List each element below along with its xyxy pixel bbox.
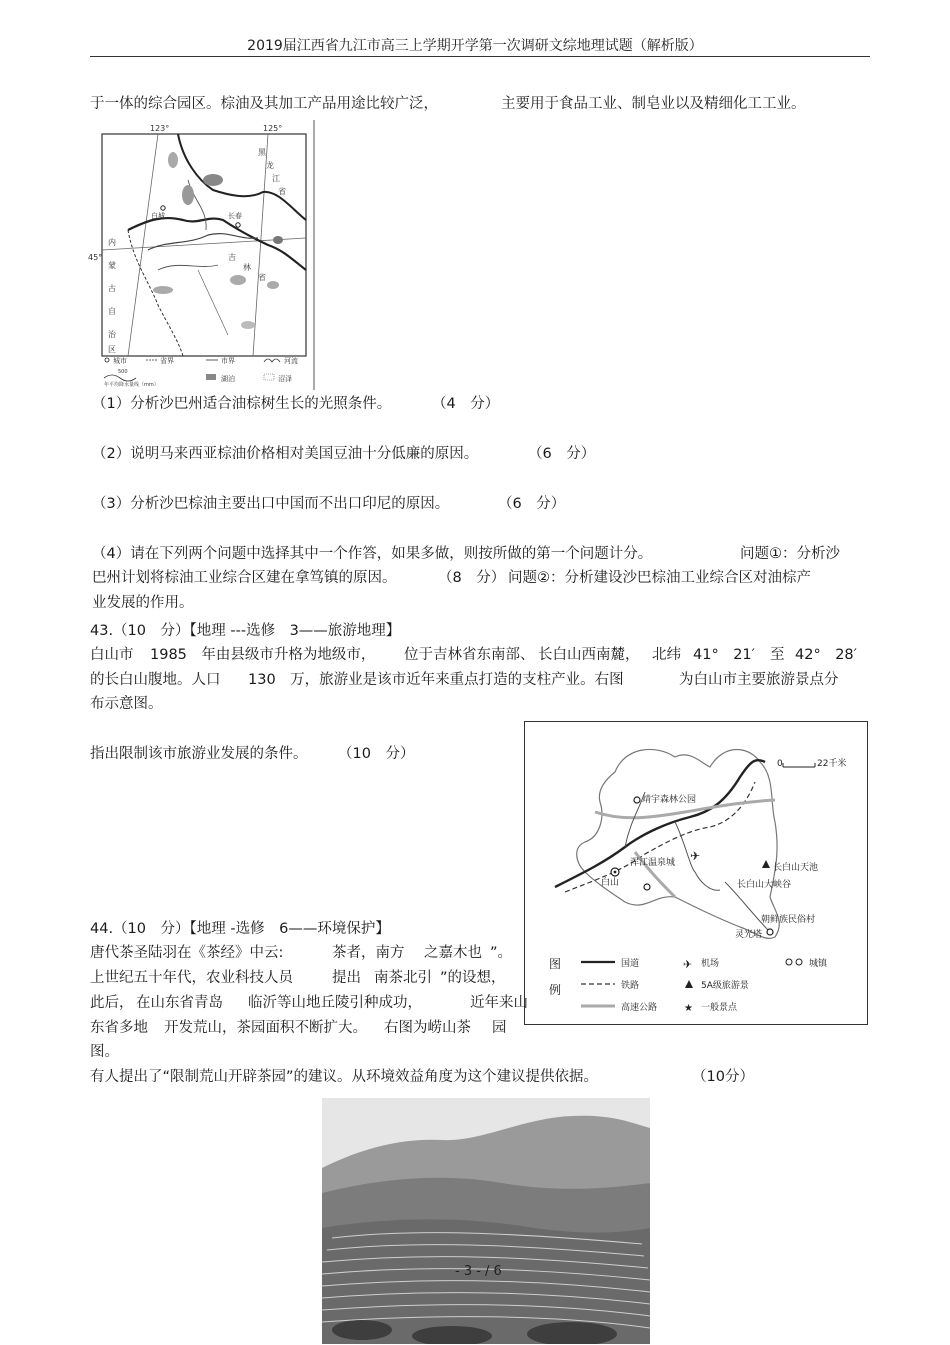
q44-l3b: 在山东省青岛 <box>136 995 223 1011</box>
legend-swamp-icon <box>264 374 274 380</box>
intro-text-2: 主要用于食品工业、制皂业以及精细化工工业。 <box>501 96 806 112</box>
q44-title: 44.（10 分）【地理 -选修 6——环境保护】 <box>90 921 390 937</box>
legend-airport-icon: ✈ <box>683 958 693 971</box>
region-char: 蒙 <box>108 261 116 270</box>
region-char: 内 <box>108 238 116 247</box>
legend-isohyet-label: 年平均降水量线（mm） <box>104 382 159 388</box>
q44-l2a: 上世纪五十年代，农业科技人员 <box>90 970 293 986</box>
spot-hunjiang: 浑江温泉城 <box>630 858 676 868</box>
region-char: 吉 <box>228 253 236 262</box>
q44-score: （10分） <box>692 1069 754 1085</box>
legend-river-icon <box>264 359 280 362</box>
lon-label-123: 123° <box>150 124 170 133</box>
q4-line2c: 问题②：分析建设沙巴棕油工业综合区对油棕产 <box>508 570 811 586</box>
spot-baishan: 白山 <box>601 878 620 888</box>
q1-score: （4 分） <box>432 396 500 412</box>
q44-l4d: 园 <box>492 1020 507 1036</box>
q44-l1a: 唐代茶圣陆羽在《茶经》中云: <box>90 945 284 961</box>
legend-5a: 5A级旅游景 <box>701 981 749 991</box>
scale-zero: 0 <box>777 759 783 769</box>
q43-score: （10 分） <box>338 746 415 762</box>
q44-ask: 有人提出了“限制荒山开辟茶园”的建议。从环境效益角度为这个建议提供依据。 <box>90 1069 599 1085</box>
region-char: 林 <box>243 263 251 272</box>
region-char: 自 <box>108 307 116 316</box>
legend-town: 城镇 <box>809 959 828 969</box>
q4-line2a: 巴州计划将棕油工业综合区建在拿笃镇的原因。 <box>92 570 397 586</box>
legend-5a-icon <box>685 980 693 988</box>
legend-isohyet-value: 500 <box>118 369 128 375</box>
q43-l1f: 41° 21′ <box>693 647 755 663</box>
spot-lingguangta: 灵光塔 <box>735 930 763 940</box>
region-char: 治 <box>108 330 116 339</box>
region-char: 省 <box>258 273 266 282</box>
region-char: 龙 <box>266 161 274 170</box>
spot-tianchi: 长白山天池 <box>773 863 819 873</box>
spot-daxiagu: 长白山大峡谷 <box>737 880 792 890</box>
legend-city-icon <box>105 358 109 362</box>
legend-town-icon <box>786 959 792 965</box>
intro-text-1: 于一体的综合园区。棕油及其加工产品用途比较广泛， <box>90 96 438 112</box>
legend-river: 河流 <box>284 357 298 365</box>
q43-ask: 指出限制该市旅游业发展的条件。 <box>90 746 308 762</box>
q43-l2c: 为白山市主要旅游景点分 <box>679 672 839 688</box>
q43-l1a: 白山市 <box>90 647 134 663</box>
q44-l1b: 茶者，南方 <box>332 945 405 961</box>
lat-label-45: 45° <box>88 253 103 262</box>
q44-l2d: ”的设想， <box>440 970 506 986</box>
q44-l4a: 东省多地 <box>90 1020 148 1036</box>
spot-minsucun: 朝鲜族民俗村 <box>761 915 816 925</box>
q44-l2c: 南茶北引 <box>374 970 432 986</box>
q44-l3d: 近年来山 <box>470 995 528 1011</box>
legend-lake: 湖泊 <box>221 375 235 383</box>
q44-l1d: ”。 <box>490 945 513 961</box>
legend-city-boundary: 市界 <box>221 357 235 365</box>
q1-text: （1）分析沙巴州适合油棕树生长的光照条件。 <box>92 396 392 412</box>
legend-province: 省界 <box>160 357 174 365</box>
legend-spot: 一般景点 <box>701 1003 738 1013</box>
legend-airport: 机场 <box>701 959 720 969</box>
legend-spot-icon: ★ <box>684 1003 693 1014</box>
header-rule <box>90 56 870 57</box>
q43-l1e: 北纬 <box>652 647 681 663</box>
q44-l4c: 右图为崂山茶 <box>384 1020 471 1036</box>
laoshan-tea-garden-photo <box>322 1098 650 1344</box>
region-char: 省 <box>278 187 286 196</box>
q3-score: （6 分） <box>498 496 566 512</box>
region-char: 江 <box>272 174 280 183</box>
q4-line2b: （8 分） <box>438 570 506 586</box>
q2-score: （6 分） <box>528 446 596 462</box>
q44-l1c: 之嘉木也 <box>424 945 482 961</box>
baishan-tourism-map <box>524 721 868 1025</box>
legend-title-2: 例 <box>549 983 562 997</box>
region-char: 黑 <box>258 148 266 157</box>
city-label-baicheng: 白城 <box>151 212 165 220</box>
svg-text:✈: ✈ <box>690 849 701 863</box>
legend-city: 城市 <box>113 357 127 365</box>
q43-l1g: 至 <box>770 647 785 663</box>
baishan-map-svg <box>525 722 867 1024</box>
q43-l1b: 1985 年由县级市升格为地级市， <box>150 647 376 663</box>
legend-national-road: 国道 <box>621 959 640 969</box>
q43-title: 43.（10 分）【地理 ---选修 3——旅游地理】 <box>90 623 401 639</box>
legend-expressway: 高速公路 <box>621 1003 658 1013</box>
q44-l3c: 临沂等山地丘陵引种成功， <box>248 995 422 1011</box>
scale-label: 22千米 <box>817 759 847 769</box>
city-label-changchun: 长春 <box>228 212 242 220</box>
page-header-title: 2019届江西省九江市高三上学期开学第一次调研文综地理试题（解析版） <box>247 38 703 54</box>
spot-jingyu: 靖宇森林公园 <box>642 795 697 805</box>
lon-label-125: 125° <box>263 124 283 133</box>
legend-lake-icon <box>206 374 216 380</box>
region-char: 区 <box>108 345 116 354</box>
q43-l3: 布示意图。 <box>90 696 163 712</box>
jilin-map-svg <box>88 120 320 390</box>
jilin-map <box>88 120 320 390</box>
q43-l1c: 位于吉林省东南部、 <box>404 647 535 663</box>
q4-line1b: 问题①：分析沙 <box>740 546 840 562</box>
legend-railway: 铁路 <box>621 981 640 991</box>
q4-line3: 业发展的作用。 <box>92 595 194 611</box>
q43-l1h: 42° 28′ <box>795 647 857 663</box>
legend-swamp: 沼泽 <box>278 375 292 383</box>
q44-l2b: 提出 <box>332 970 361 986</box>
page-number: - 3 - / 6 <box>455 1264 502 1279</box>
q4-line1a: （4）请在下列两个问题中选择其中一个作答，如果多做，则按所做的第一个问题计分。 <box>92 546 653 562</box>
legend-isohyet-icon <box>104 375 136 381</box>
q43-l1d: 长白山西南麓， <box>538 647 640 663</box>
legend-title-1: 图 <box>549 957 562 971</box>
q3-text: （3）分析沙巴棕油主要出口中国而不出口印尼的原因。 <box>92 496 450 512</box>
q2-text: （2）说明马来西亚棕油价格相对美国豆油十分低廉的原因。 <box>92 446 479 462</box>
tea-garden-svg <box>322 1098 650 1344</box>
q43-l2b: 130 万，旅游业是该市近年来重点打造的支柱产业。右图 <box>248 672 624 688</box>
region-char: 古 <box>108 284 116 293</box>
q44-l5: 图。 <box>90 1044 119 1060</box>
q44-l4b: 开发荒山，茶园面积不断扩大。 <box>164 1020 367 1036</box>
q44-l3a: 此后， <box>90 995 134 1011</box>
q43-l2a: 的长白山腹地。人口 <box>90 672 221 688</box>
